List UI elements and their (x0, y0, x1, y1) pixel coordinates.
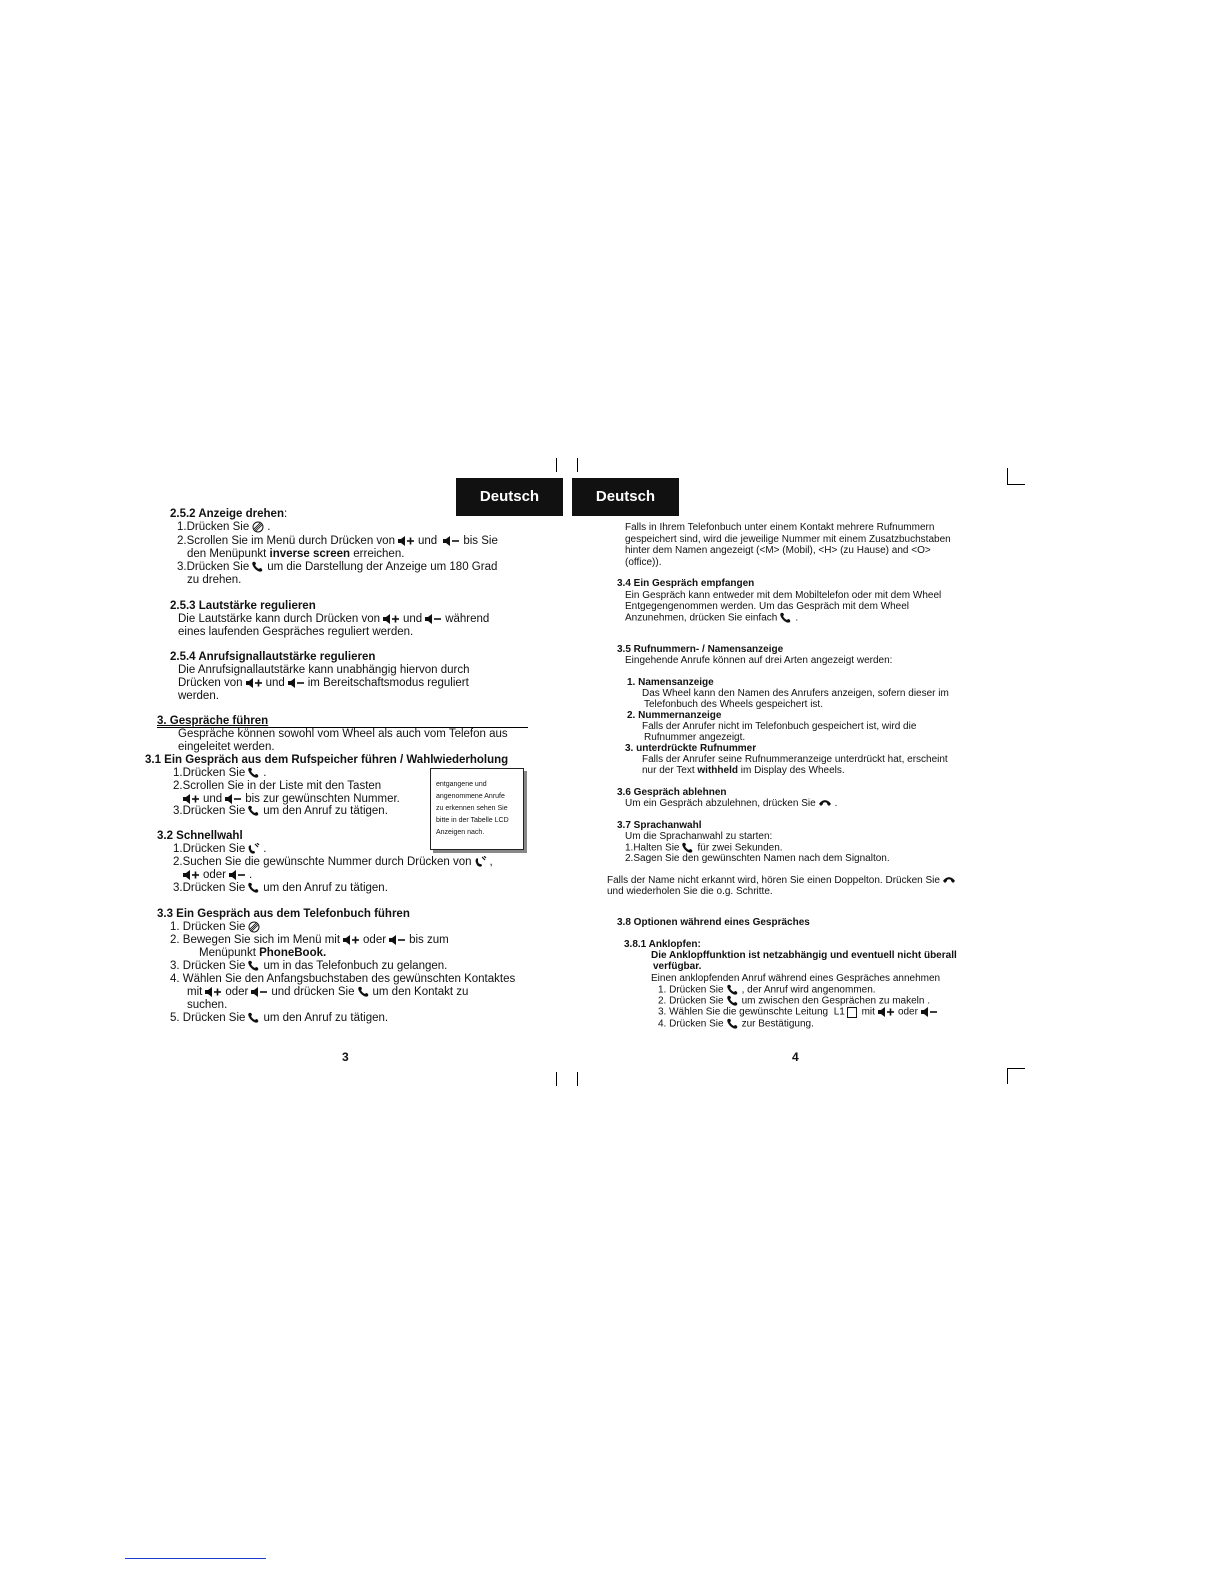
volume-down-icon (251, 986, 268, 998)
call-key-icon (252, 561, 264, 573)
step-text: bis zur gewünschten Nummer. (245, 793, 400, 806)
body-line: Anzunehmen, drücken Sie einfach . (625, 612, 799, 624)
heading-3-2: 3.2 Schnellwahl (157, 830, 243, 842)
line-switch-icon (847, 1007, 857, 1018)
step-text: den Menüpunkt (187, 548, 267, 560)
body-line: eines laufenden Gespräches reguliert werden. (178, 626, 414, 638)
volume-down-icon (225, 793, 242, 805)
step-text: um den Anruf zu tätigen. (263, 882, 388, 895)
body-line (642, 765, 845, 777)
step-line: 1.Drücken Sie . (173, 767, 267, 780)
note-line: zu erkennen sehen Sie (436, 805, 508, 812)
body-line: 2.Sagen Sie den gewünschten Namen nach dem Signalton. (625, 853, 890, 864)
body-text: und (265, 677, 285, 690)
step-text: 3.Drücken Sie (173, 882, 246, 895)
body-line: Einen anklopfenden Anruf während eines Gespräches annehmen (651, 973, 941, 984)
step-text: um den Anruf zu tätigen. (263, 1012, 389, 1025)
step-text: und (417, 535, 438, 548)
body-text: Anzunehmen, drücken Sie einfach (625, 612, 778, 624)
note-box (430, 768, 524, 850)
body-line: Gespräche können sowohl vom Wheel als auch vom Telefon aus (178, 728, 508, 740)
step-text: 3. Drücken Sie (170, 960, 246, 973)
step-text: oder (203, 869, 227, 882)
crop-mark (577, 1072, 578, 1086)
call-key-icon (780, 612, 792, 624)
body-line: Das Wheel kann den Namen des Anrufers anzeigen, sofern dieser im (642, 688, 949, 699)
body-text: für zwei Sekunden. (697, 842, 783, 854)
body-line: Um ein Gespräch abzulehnen, drücken Sie . (625, 798, 838, 809)
body-line: Rufnummer angezeigt. (644, 732, 746, 743)
body-line: Falls in Ihrem Telefonbuch unter einem Kontakt mehrere Rufnummern (625, 522, 935, 533)
line-switch-label: L1 (833, 1006, 845, 1018)
step-text: 3. Wählen Sie die gewünschte Leitung (658, 1006, 829, 1018)
tab-deutsch-left: Deutsch (456, 478, 563, 516)
step-line: oder . (180, 869, 252, 882)
display-text-withheld: withheld (697, 765, 738, 776)
step-line (177, 561, 497, 574)
note-line: Anzeigen nach. (436, 829, 485, 836)
body-text: Drücken von (178, 677, 243, 690)
call-key-icon (248, 960, 260, 972)
step-line (170, 960, 447, 973)
body-text: Um ein Gespräch abzulehnen, drücken Sie (625, 798, 816, 809)
crop-mark (1007, 484, 1025, 485)
body-line: Die Anklopffunktion ist netzabhängig und eventuell nicht überall (651, 950, 957, 961)
step-text: um in das Telefonbuch zu gelangen. (263, 960, 448, 973)
body-line (178, 677, 469, 690)
step-text: 1.Drücken Sie (177, 521, 250, 534)
step-text: 2.Suchen Sie die gewünschte Nummer durch Drücken von (173, 856, 472, 869)
body-text: im Display des Wheels. (740, 765, 845, 776)
volume-up-icon (343, 934, 360, 946)
step-line: 2.Scrollen Sie in der Liste mit den Tasten (173, 780, 382, 792)
step-line: 2.Suchen Sie die gewünschte Nummer durch Drücken von , (173, 856, 493, 869)
step-text: 3.Drücken Sie (173, 805, 246, 818)
heading-3-7: 3.7 Sprachanwahl (617, 820, 702, 831)
body-line: Um die Sprachanwahl zu starten: (625, 831, 773, 842)
call-key-icon (248, 1012, 260, 1024)
step-line: 1.Drücken Sie . (177, 521, 271, 534)
heading-3-8: 3.8 Optionen während eines Gespräches (617, 917, 810, 928)
call-key-icon (248, 805, 260, 817)
step-line (173, 882, 388, 895)
step-line (199, 947, 326, 960)
step-text: um zwischen den Gesprächen zu makeln . (741, 995, 931, 1007)
step-text: erreichen. (353, 548, 405, 560)
heading-2-5-4: 2.5.4 Anrufsignallautstärke regulieren (170, 651, 376, 663)
step-text: , der Anruf wird angenommen. (741, 984, 876, 996)
volume-up-icon (878, 1006, 895, 1018)
crop-mark (1007, 468, 1008, 484)
step-line (170, 921, 263, 934)
footnote-rule (125, 1558, 266, 1559)
step-line (170, 1012, 388, 1025)
hang-up-key-icon (819, 798, 832, 808)
body-line: Falls der Anrufer seine Rufnummeranzeige unterdrückt hat, erscheint (642, 754, 948, 765)
step-text: oder (897, 1006, 918, 1018)
volume-up-icon (183, 869, 200, 881)
body-line: Entgegengenommen werden. Um das Gespräch mit dem Wheel (625, 601, 910, 612)
step-text: oder (363, 934, 387, 947)
step-line (187, 548, 404, 561)
step-text: mit (187, 986, 203, 999)
body-text: während (445, 613, 490, 626)
body-line (607, 875, 959, 887)
crop-mark (577, 458, 578, 472)
step-text: 2.Scrollen Sie im Menü durch Drücken von (177, 535, 395, 548)
step-line (658, 1018, 814, 1030)
list-item-heading: 3. unterdrückte Rufnummer (625, 743, 757, 754)
crop-mark (556, 1072, 557, 1086)
menu-key-icon (252, 521, 264, 533)
note-line: entgangene und (436, 781, 487, 788)
step-text: 5. Drücken Sie (170, 1012, 246, 1025)
step-text: 2. Drücken Sie (658, 995, 724, 1007)
heading-text: 2.5.2 Anzeige drehen (170, 508, 284, 520)
step-line: 1.Drücken Sie . (173, 843, 267, 856)
body-line: Telefonbuch des Wheels gespeichert ist. (644, 699, 823, 710)
step-text: mit (861, 1006, 875, 1018)
step-line (187, 986, 468, 999)
heading-colon: : (283, 508, 288, 520)
hang-up-key-icon (943, 875, 956, 885)
list-item-heading: 2. Nummernanzeige (627, 710, 722, 721)
note-line: angenommene Anrufe (436, 793, 505, 800)
body-line: Die Anrufsignallautstärke kann unabhängig hiervon durch (178, 664, 470, 676)
body-line: (office)). (625, 557, 662, 568)
body-line: eingeleitet werden. (178, 741, 275, 753)
volume-down-icon (229, 869, 246, 881)
volume-down-icon (425, 613, 442, 625)
step-text: 3.Drücken Sie (177, 561, 250, 574)
body-line: verfügbar. (653, 961, 702, 972)
body-text: im Bereitschaftsmodus reguliert (307, 677, 469, 690)
volume-up-icon (398, 535, 415, 547)
heading-3-8-1: 3.8.1 Anklopfen: (624, 939, 701, 950)
menu-item-phonebook: PhoneBook. (259, 947, 327, 959)
heading-2-5-2 (170, 508, 287, 521)
volume-up-icon (183, 793, 200, 805)
page-number-right: 4 (792, 1050, 799, 1064)
volume-up-icon (205, 986, 222, 998)
step-line (170, 934, 449, 947)
crop-mark (1007, 1068, 1008, 1084)
heading-3-5: 3.5 Rufnummern- / Namensanzeige (617, 644, 784, 655)
note-line: bitte in der Tabelle LCD (436, 817, 509, 824)
volume-down-icon (389, 934, 406, 946)
step-text: um die Darstellung der Anzeige um 180 Grad (267, 561, 498, 574)
speed-dial-icon (475, 856, 487, 868)
speed-dial-icon (248, 843, 260, 855)
step-line (177, 535, 498, 548)
volume-down-icon (921, 1006, 938, 1018)
body-line: gespeichert sind, wird die jeweilige Nummer mit einem Zusatzbuchstaben (625, 534, 951, 545)
step-text: 1.Drücken Sie (173, 767, 246, 780)
body-line: Eingehende Anrufe können auf drei Arten angezeigt werden: (625, 655, 893, 666)
step-text: bis zum (409, 934, 449, 947)
crop-mark (566, 478, 570, 516)
step-text: um den Kontakt zu (372, 986, 469, 999)
menu-item-inverse-screen: inverse screen (269, 548, 351, 560)
crop-mark (556, 458, 557, 472)
list-item-heading: 1. Namensanzeige (627, 677, 714, 688)
body-text: 1.Halten Sie (625, 842, 680, 854)
step-text: bis Sie (463, 535, 498, 548)
body-line: Ein Gespräch kann entweder mit dem Mobiltelefon oder mit dem Wheel (625, 590, 942, 601)
step-text: um den Anruf zu tätigen. (263, 805, 388, 818)
step-text: 2. Bewegen Sie sich im Menü mit (170, 934, 341, 947)
volume-down-icon (443, 535, 460, 547)
step-text: 4. Drücken Sie (658, 1018, 724, 1030)
step-text: 1. Drücken Sie (658, 984, 724, 996)
step-line (173, 805, 388, 818)
step-text: und drücken Sie (271, 986, 355, 999)
step-text: 1.Drücken Sie (173, 843, 246, 856)
step-line: suchen. (187, 999, 228, 1011)
call-key-icon (358, 986, 370, 998)
heading-3-4: 3.4 Ein Gespräch empfangen (617, 578, 755, 589)
step-text: Menüpunkt (199, 947, 256, 959)
call-key-icon (248, 882, 260, 894)
body-text: und (403, 613, 423, 626)
call-key-icon (248, 767, 260, 779)
body-line: hinter dem Namen angezeigt (<M> (Mobil), <H> (zu Hause) and <O> (625, 545, 931, 556)
volume-up-icon (246, 677, 263, 689)
crop-mark (1007, 1068, 1025, 1069)
step-text: zur Bestätigung. (741, 1018, 814, 1030)
step-line (658, 1006, 941, 1018)
body-text: nur der Text (642, 765, 695, 776)
heading-2-5-3: 2.5.3 Lautstärke regulieren (170, 600, 316, 612)
heading-3-6: 3.6 Gespräch ablehnen (617, 787, 727, 798)
menu-key-icon (248, 921, 260, 933)
body-line (178, 613, 489, 626)
step-text: und (203, 793, 223, 806)
step-line: 4. Wählen Sie den Anfangsbuchstaben des gewünschten Kontaktes (170, 973, 516, 985)
tab-deutsch-right: Deutsch (572, 478, 679, 516)
volume-up-icon (383, 613, 400, 625)
step-line: zu drehen. (187, 574, 242, 586)
heading-3-3: 3.3 Ein Gespräch aus dem Telefonbuch führen (157, 908, 410, 920)
call-key-icon (727, 1018, 739, 1030)
body-line: und wiederholen Sie die o.g. Schritte. (607, 886, 773, 897)
body-text: Die Lautstärke kann durch Drücken von (178, 613, 380, 626)
page-number-left: 3 (342, 1050, 349, 1064)
body-line: werden. (178, 690, 219, 702)
body-text: Falls der Name nicht erkannt wird, hören Sie einen Doppelton. Drücken Sie (607, 875, 940, 886)
body-line: Falls der Anrufer nicht im Telefonbuch gespeichert ist, wird die (642, 721, 917, 732)
heading-text: 3. Gespräche führen (157, 715, 269, 727)
heading-3-1: 3.1 Ein Gespräch aus dem Rufspeicher führen / Wahlwiederholung (145, 754, 509, 766)
volume-down-icon (288, 677, 305, 689)
step-text: 1. Drücken Sie (170, 921, 246, 934)
step-text: oder (225, 986, 249, 999)
